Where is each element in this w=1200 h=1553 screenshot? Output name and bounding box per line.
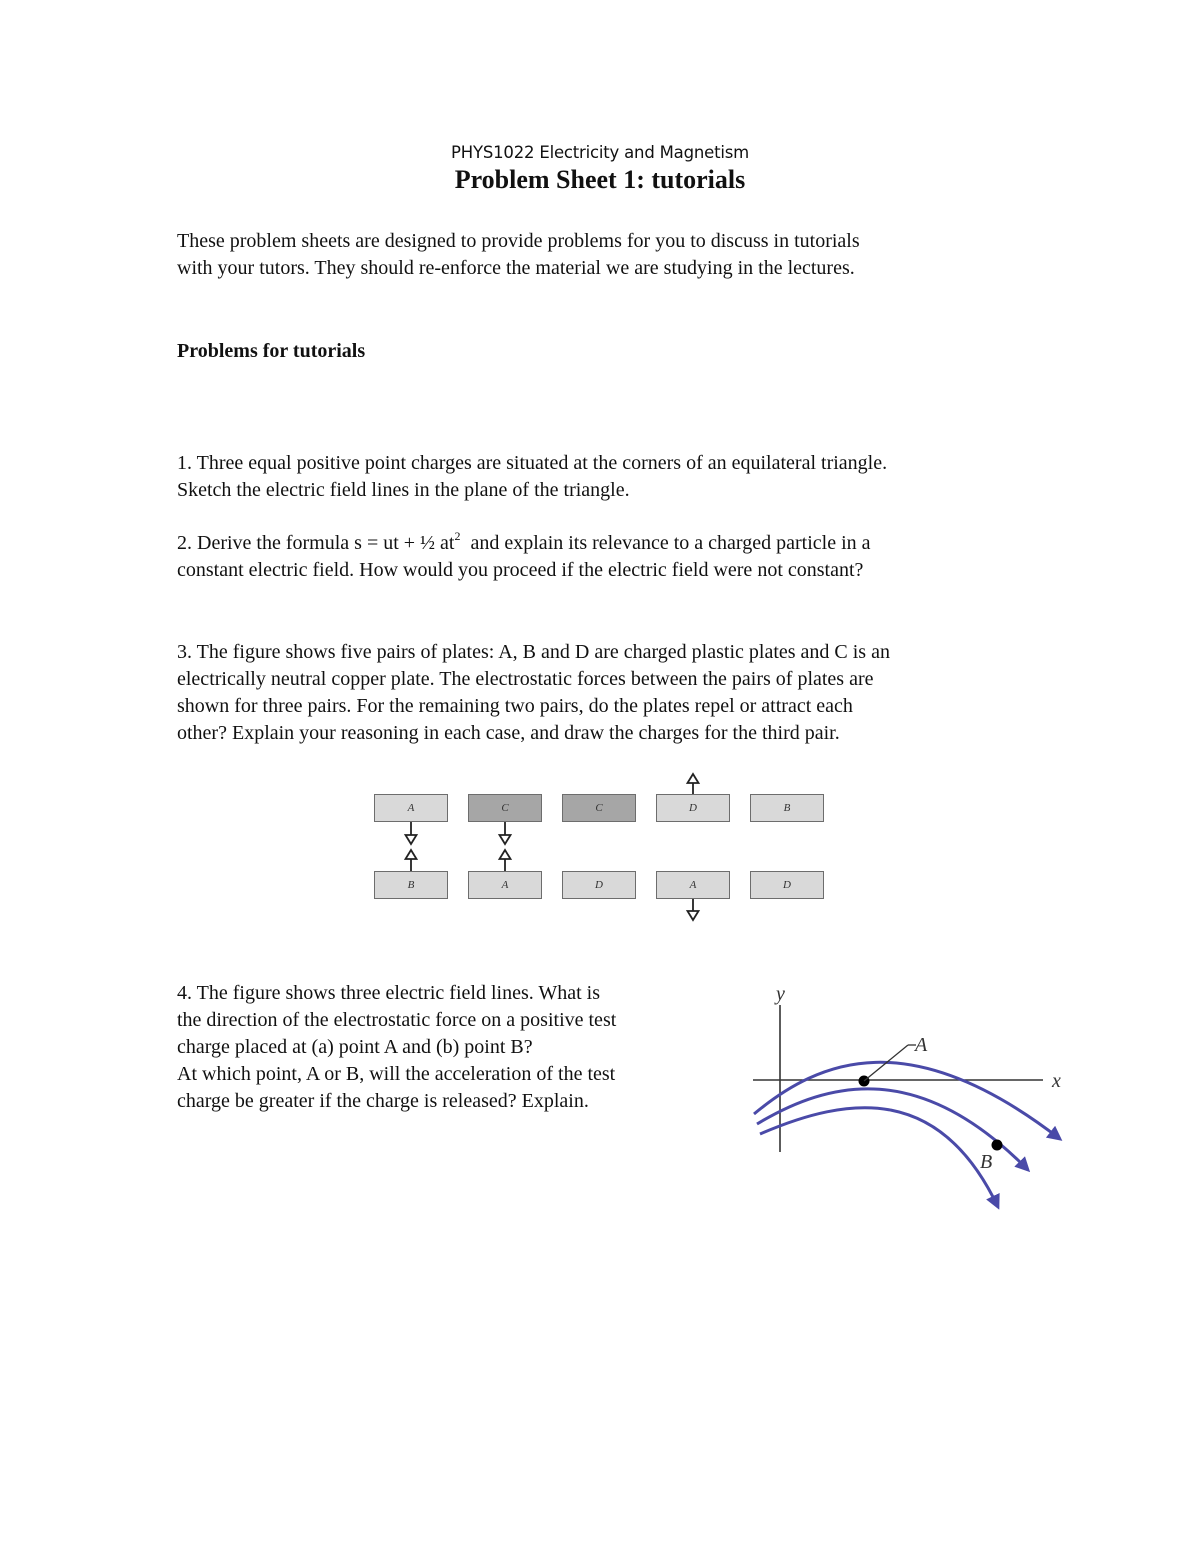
x-axis-label: x [1052, 1070, 1061, 1092]
point-b-label: B [980, 1151, 993, 1173]
force-arrow-down-icon [500, 822, 511, 844]
problem-3-line: other? Explain your reasoning in each case, and draw the charges for the third pair. [177, 722, 840, 744]
point-a-label: A [915, 1034, 928, 1056]
field-line-upper [754, 1062, 1060, 1139]
problem-2-formula-text: 2. Derive the formula s = ut + ½ at [177, 532, 455, 554]
course-name: PHYS1022 Electricity and Magnetism [451, 143, 749, 162]
force-arrow-down-icon [688, 899, 699, 920]
field-line-lower [760, 1108, 998, 1207]
problem-2 [177, 530, 871, 584]
force-arrow-down-icon [406, 822, 417, 844]
plate-pair-2-bottom: A [468, 871, 542, 899]
problem-1-line: Sketch the electric field lines in the plane of the triangle. [177, 479, 630, 501]
plate-pair-5-top: B [750, 794, 824, 822]
problem-3-line: electrically neutral copper plate. The electrostatic forces between the pairs of plates are [177, 668, 874, 690]
problem-1-line: 1. Three equal positive point charges are situated at the corners of an equilateral triangle. [177, 452, 888, 474]
problem-2-line-2: constant electric field. How would you proceed if the electric field were not constant? [177, 559, 864, 581]
problem-3 [177, 639, 890, 747]
problem-3-line: shown for three pairs. For the remaining two pairs, do the plates repel or attract each [177, 695, 853, 717]
page-title: Problem Sheet 1: tutorials [454, 165, 746, 194]
intro-paragraph [177, 228, 860, 282]
problem-4-line: charge placed at (a) point A and (b) point B? [177, 1036, 533, 1058]
force-arrow-up-icon [406, 850, 417, 871]
problem-1 [177, 450, 887, 504]
plate-pair-2-top: C [468, 794, 542, 822]
problem-2-exponent: 2 [454, 529, 461, 543]
plate-pair-1-top: A [374, 794, 448, 822]
problem-2-text: and explain its relevance to a charged particle in a [460, 532, 871, 554]
point-b-marker [992, 1140, 1003, 1151]
problem-2-line-1 [177, 530, 871, 557]
problem-4-line: charge be greater if the charge is released? Explain. [177, 1090, 589, 1112]
y-axis-label: y [776, 983, 785, 1005]
problem-4-line: the direction of the electrostatic force on a positive test [177, 1009, 617, 1031]
plate-pair-3-top: C [562, 794, 636, 822]
intro-line: with your tutors. They should re-enforce the material we are studying in the lectures. [177, 257, 855, 279]
problem-4 [177, 980, 616, 1115]
intro-line: These problem sheets are designed to provide problems for you to discuss in tutorials [177, 230, 860, 252]
problem-3-line: 3. The figure shows five pairs of plates: A, B and D are charged plastic plates and C is an [177, 641, 890, 663]
plate-pair-4-bottom: A [656, 871, 730, 899]
problem-4-line: At which point, A or B, will the acceleration of the test [177, 1063, 616, 1085]
force-arrow-up-icon [500, 850, 511, 871]
section-heading: Problems for tutorials [177, 340, 366, 362]
plate-pair-4-top: D [656, 794, 730, 822]
plate-pair-3-bottom: D [562, 871, 636, 899]
force-arrow-up-icon [688, 774, 699, 794]
problem-4-line: 4. The figure shows three electric field lines. What is [177, 982, 601, 1004]
plate-pair-5-bottom: D [750, 871, 824, 899]
plate-pair-1-bottom: B [374, 871, 448, 899]
field-lines-figure [740, 975, 1080, 1220]
